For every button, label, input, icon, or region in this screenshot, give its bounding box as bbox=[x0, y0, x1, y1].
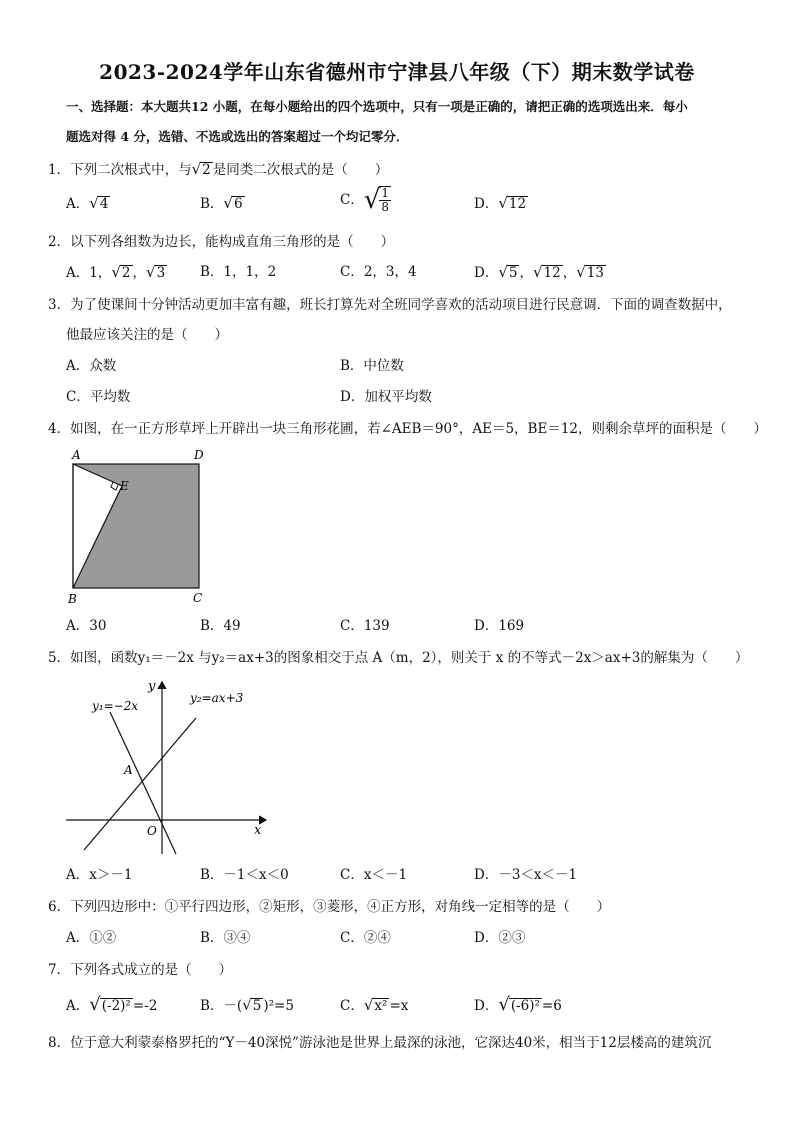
sqrt-icon: √ bbox=[89, 194, 99, 212]
sqrt-icon: √ bbox=[532, 263, 543, 281]
q1-option-a-radicand: 4 bbox=[99, 196, 109, 212]
q1-option-c-denominator: 8 bbox=[381, 200, 390, 214]
q3-option-b: B．中位数 bbox=[340, 358, 404, 374]
q2-option-b: B．1，1，2 bbox=[200, 264, 277, 280]
q1-option-b bbox=[200, 194, 245, 213]
q6-option-b: B．③④ bbox=[200, 930, 251, 946]
q5-option-d: D．－3＜x＜－1 bbox=[474, 867, 578, 883]
q5-option-c: C．x＜－1 bbox=[340, 867, 408, 883]
sqrt-icon: √ bbox=[146, 263, 156, 281]
q6-option-a: A．①② bbox=[66, 930, 117, 946]
q2-option-c: C．2，3，4 bbox=[340, 264, 417, 280]
q7-option-d-radicand: (-6)² bbox=[510, 998, 540, 1014]
q1-stem-b: 是同类二次根式的是（ ） bbox=[212, 162, 389, 178]
sqrt-icon: √ bbox=[223, 194, 233, 212]
q1-option-b-label: B． bbox=[200, 196, 224, 212]
sqrt-icon: √ bbox=[191, 160, 202, 178]
q7-option-d bbox=[474, 996, 562, 1015]
q2-option-d-label: D． bbox=[474, 265, 499, 281]
q4-figure-square-lawn bbox=[60, 446, 220, 610]
q1-option-c-fraction bbox=[379, 186, 391, 214]
question-8-stem: 8．位于意大利蒙泰格罗托的“Y－40深悦”游泳池是世界上最深的泳池，它深达40米，相当于12层楼高的建筑沉 bbox=[48, 1035, 712, 1051]
q7-option-b-label: B． bbox=[200, 998, 224, 1014]
question-6-stem: 6．下列四边形中：①平行四边形，②矩形，③菱形，④正方形，对角线一定相等的是（ ） bbox=[48, 899, 611, 915]
q3-option-c: C．平均数 bbox=[66, 389, 131, 405]
q1-option-d-label: D． bbox=[474, 196, 499, 212]
sqrt-icon: √ bbox=[89, 994, 101, 1015]
q1-stem-radicand: 2 bbox=[202, 162, 211, 178]
q2-option-a-prefix: A．1， bbox=[66, 265, 112, 281]
q5-line-y1 bbox=[110, 712, 176, 854]
q1-option-a bbox=[66, 194, 110, 213]
q4-label-b: B bbox=[68, 592, 77, 606]
q7-option-c-label: C． bbox=[340, 998, 364, 1014]
question-1-stem bbox=[48, 160, 388, 179]
q7-option-d-tail: =6 bbox=[541, 998, 562, 1014]
q5-figure-linear-functions bbox=[60, 672, 280, 860]
sqrt-icon: √ bbox=[111, 263, 121, 281]
sqrt-icon: √ bbox=[498, 263, 508, 281]
q2-option-a-radicand-2: 3 bbox=[156, 265, 166, 281]
question-4-stem: 4．如图，在一正方形草坪上开辟出一块三角形花圃，若∠AEB＝90°，AE＝5，BE＝12，则剩余草坪的面积是（ ） bbox=[48, 421, 767, 437]
q6-option-c: C．②④ bbox=[340, 930, 391, 946]
question-5-stem: 5．如图，函数y₁＝－2x 与y₂＝ax+3的图象相交于点 A（m，2），则关于 x 的不等式－2x＞ax+3的解集为（ ） bbox=[48, 650, 749, 666]
sqrt-icon: √ bbox=[498, 994, 510, 1015]
q4-label-c: C bbox=[193, 591, 203, 605]
q7-option-b-prefix: －( bbox=[223, 998, 243, 1014]
q7-option-c bbox=[340, 996, 408, 1015]
q2-option-d-comma-2: ， bbox=[562, 265, 577, 281]
q5-label-y1: y₁=−2x bbox=[92, 699, 139, 713]
q7-option-c-radicand: x² bbox=[374, 998, 388, 1014]
sqrt-icon: √ bbox=[363, 996, 374, 1014]
q3-option-a: A．众数 bbox=[66, 358, 117, 374]
q2-option-d-radicand-1: 5 bbox=[508, 265, 518, 281]
q5-label-x: x bbox=[254, 823, 262, 838]
q1-stem-a: 1．下列二次根式中，与 bbox=[48, 162, 192, 178]
q4-option-d: D．169 bbox=[474, 618, 525, 634]
q5-option-a: A．x＞－1 bbox=[66, 867, 133, 883]
q4-option-b: B．49 bbox=[200, 618, 241, 634]
sqrt-icon: √ bbox=[498, 194, 508, 212]
q7-option-a-label: A． bbox=[66, 998, 90, 1014]
q1-option-c-numerator: 1 bbox=[381, 186, 390, 200]
q7-option-d-label: D． bbox=[474, 998, 499, 1014]
q7-option-b-tail: )²=5 bbox=[263, 998, 294, 1014]
q2-option-d-radicand-3: 13 bbox=[586, 265, 604, 281]
sqrt-icon: √ bbox=[576, 263, 586, 281]
q4-option-a: A．30 bbox=[66, 618, 107, 634]
q1-option-a-label: A． bbox=[66, 196, 90, 212]
q2-option-a-comma: ， bbox=[132, 265, 146, 281]
q7-option-b bbox=[200, 996, 294, 1015]
q1-option-d-radicand: 12 bbox=[508, 196, 527, 212]
q5-option-b: B．－1＜x＜0 bbox=[200, 867, 289, 883]
q1-option-c bbox=[340, 186, 391, 214]
sqrt-icon: √ bbox=[363, 185, 381, 215]
question-3-stem-line2: 他最应该关注的是（ ） bbox=[66, 327, 228, 343]
q2-option-d-radicand-2: 12 bbox=[543, 265, 561, 281]
q1-option-c-label: C． bbox=[340, 192, 364, 208]
q5-label-a: A bbox=[124, 763, 133, 777]
q5-label-o: O bbox=[147, 824, 157, 838]
q6-option-d: D．②③ bbox=[474, 930, 526, 946]
q4-option-c: C．139 bbox=[340, 618, 390, 634]
q1-option-b-radicand: 6 bbox=[233, 196, 243, 212]
question-2-stem: 2．以下列各组数为边长，能构成直角三角形的是（ ） bbox=[48, 234, 395, 250]
q7-option-a bbox=[66, 996, 157, 1015]
q4-label-d: D bbox=[194, 448, 204, 462]
q7-option-a-tail: =-2 bbox=[132, 998, 158, 1014]
sqrt-icon: √ bbox=[242, 996, 252, 1014]
section-instruction-line1: 一、选择题：本大题共12 小题，在每小题给出的四个选项中，只有一项是正确的，请把正确的选项选出来．每小 bbox=[66, 99, 688, 114]
q5-line-y2 bbox=[84, 718, 196, 850]
q2-option-d bbox=[474, 263, 606, 282]
q2-option-a-radicand-1: 2 bbox=[121, 265, 131, 281]
q4-label-a: A bbox=[72, 448, 81, 462]
page-title: 2023-2024学年山东省德州市宁津县八年级（下）期末数学试卷 bbox=[99, 60, 695, 84]
q2-option-a bbox=[66, 263, 167, 282]
q5-label-y: y bbox=[148, 679, 156, 694]
q1-option-d bbox=[474, 194, 528, 213]
q4-label-e: E bbox=[120, 479, 129, 493]
q7-option-a-radicand: (-2)² bbox=[101, 998, 131, 1014]
q7-option-b-radicand: 5 bbox=[252, 998, 262, 1014]
q3-option-d: D．加权平均数 bbox=[340, 389, 432, 405]
q5-label-y2: y₂=ax+3 bbox=[190, 691, 244, 705]
q7-option-c-tail: =x bbox=[389, 998, 409, 1014]
q2-option-d-comma-1: ， bbox=[519, 265, 533, 281]
question-7-stem: 7．下列各式成立的是（ ） bbox=[48, 962, 233, 978]
question-3-stem-line1: 3．为了使课间十分钟活动更加丰富有趣，班长打算先对全班同学喜欢的活动项目进行民意调．下面的调查数据中， bbox=[48, 297, 732, 313]
section-instruction-line2: 题选对得 4 分，选错、不选或选出的答案超过一个均记零分． bbox=[66, 129, 409, 144]
